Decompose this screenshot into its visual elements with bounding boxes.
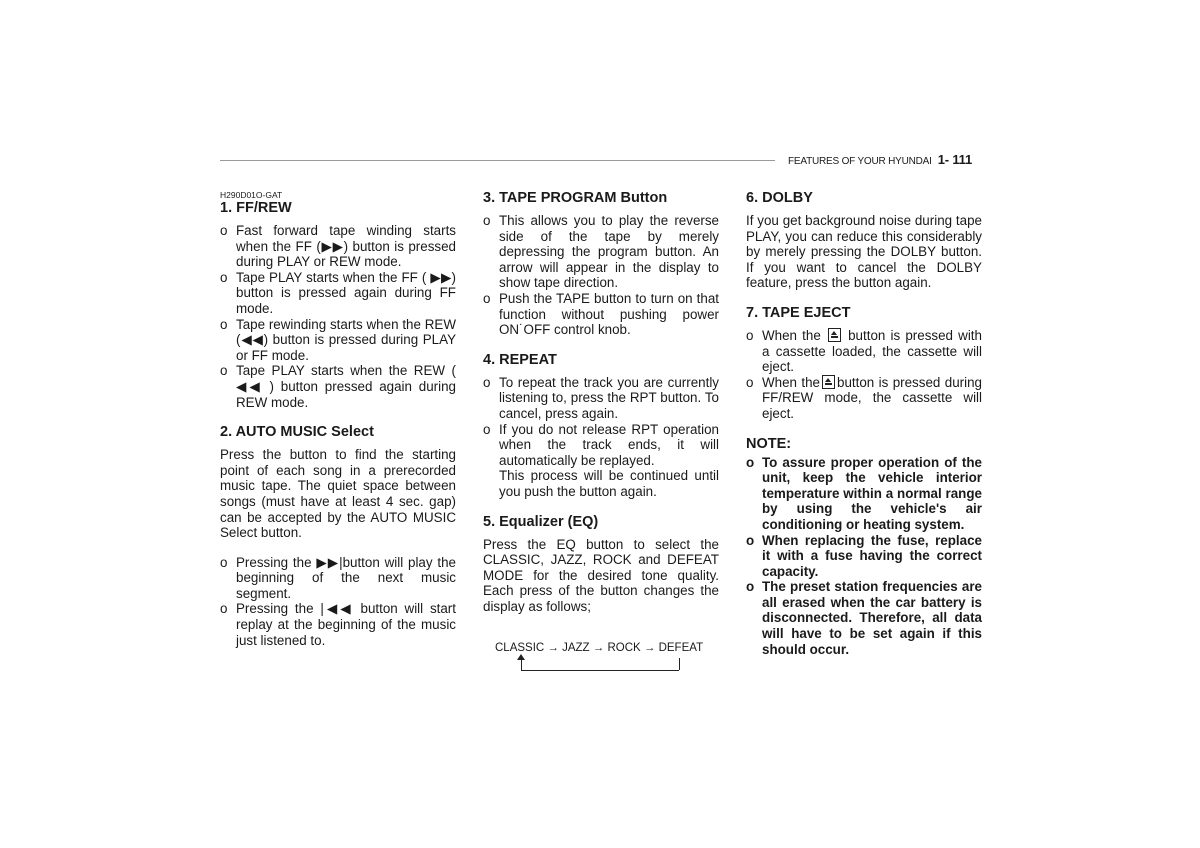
section-ff-rew [220, 200, 456, 410]
list-item [746, 328, 982, 375]
bullet-list [746, 328, 982, 422]
header-title: FEATURES OF YOUR HYUNDAI [788, 156, 932, 167]
section-title: 6. DOLBY [746, 190, 813, 206]
continuation-text: This process will be continued until you push the button again. [499, 468, 719, 499]
paragraph: Press the button to find the starting point of each song in a prerecorded music tape. The quiet space between songs (must have at least 4 sec. gap) can be accepted by the AUTO MUSIC Select button. [220, 447, 456, 541]
eq-mode-flow-diagram [483, 636, 719, 680]
list-item: o Pressing the |◀◀ button will start replay at the beginning of the music just listened to. [220, 601, 456, 648]
return-line-right [679, 658, 680, 670]
paragraph: If you get background noise during tape PLAY, you can reduce this considerably by merely pressing the DOLBY button. If you want to cancel the DOLBY feature, press the button again. [746, 213, 982, 291]
eject-text-b: button is pressed with a cassette loaded, the cassette will eject. [762, 327, 982, 375]
section-title: 3. TAPE PROGRAM Button [483, 190, 668, 206]
note-item: o The preset station frequencies are all erased when the car battery is disconnected. Therefore, all data will have to be set again if this should occur. [746, 579, 982, 657]
section-dolby [746, 190, 982, 291]
bullet-list [220, 223, 456, 410]
section-tape-eject [746, 305, 982, 422]
column-2 [483, 190, 719, 694]
bullet-list [483, 375, 719, 469]
eject-text-b: button is pressed during FF/REW mode, the cassette will eject. [762, 374, 982, 421]
section-title: 7. TAPE EJECT [746, 304, 851, 321]
return-line-bottom [521, 670, 679, 671]
paragraph: Press the EQ button to select the CLASSIC, JAZZ, ROCK and DEFEAT MODE for the desired tone quality. Each press of the button changes the display as follows; [483, 536, 719, 614]
section-tape-program [483, 190, 719, 338]
note-title: NOTE: [746, 435, 792, 452]
list-item [746, 375, 982, 422]
page-header [788, 152, 983, 167]
note-item: o When replacing the fuse, replace it with a fuse having the correct capacity. [746, 533, 982, 580]
list-item: o Tape PLAY starts when the FF ( ▶▶) button is pressed again during FF mode. [220, 270, 456, 317]
section-title: 2. AUTO MUSIC Select [220, 424, 374, 441]
header-rule [220, 160, 775, 161]
return-line-left [521, 658, 522, 670]
eject-text-a: When the [762, 374, 820, 390]
section-auto-music [220, 424, 456, 648]
bullet-list [483, 213, 719, 338]
page-number: 1- 111 [937, 152, 972, 167]
list-item: o Fast forward tape winding starts when the FF (▶▶) button is pressed during PLAY or REW mode. [220, 223, 456, 270]
eject-icon [822, 375, 835, 389]
list-item: o Tape PLAY starts when the REW ( ◀◀ ) button pressed again during REW mode. [220, 363, 456, 410]
list-item: o If you do not release RPT operation when the track ends, it will automatically be replayed. [483, 422, 719, 469]
list-item: o Tape rewinding starts when the REW (◀◀) button is pressed during PLAY or FF mode. [220, 317, 456, 364]
section-title: 5. Equalizer (EQ) [483, 513, 599, 530]
section-title: 4. REPEAT [483, 351, 557, 368]
list-item: o Pressing the ▶▶|button will play the beginning of the next music segment. [220, 555, 456, 602]
bullet-list [220, 555, 456, 649]
note-item: o To assure proper operation of the unit, keep the vehicle interior temperature within a normal range by using the vehicle's air conditioning or heating system. [746, 455, 982, 533]
note-list [746, 455, 982, 658]
eq-mode-sequence: CLASSIC → JAZZ → ROCK → DEFEAT [495, 642, 704, 655]
section-note [746, 436, 982, 658]
section-equalizer [483, 514, 719, 681]
list-item: o This allows you to play the reverse side of the tape by merely depressing the program button. An arrow will appear in the display to show tape direction. [483, 213, 719, 291]
section-title: 1. FF/REW [220, 200, 292, 216]
section-repeat [483, 352, 719, 500]
column-1 [220, 190, 456, 662]
section-code: H290D01O-GAT [220, 190, 283, 200]
eject-icon [828, 328, 841, 342]
list-item: o Push the TAPE button to turn on that function without pushing power ON˙OFF control knob. [483, 291, 719, 338]
column-3 [746, 190, 982, 671]
list-item: o To repeat the track you are currently listening to, press the RPT button. To cancel, press again. [483, 375, 719, 422]
eject-text-a: When the [762, 327, 821, 343]
